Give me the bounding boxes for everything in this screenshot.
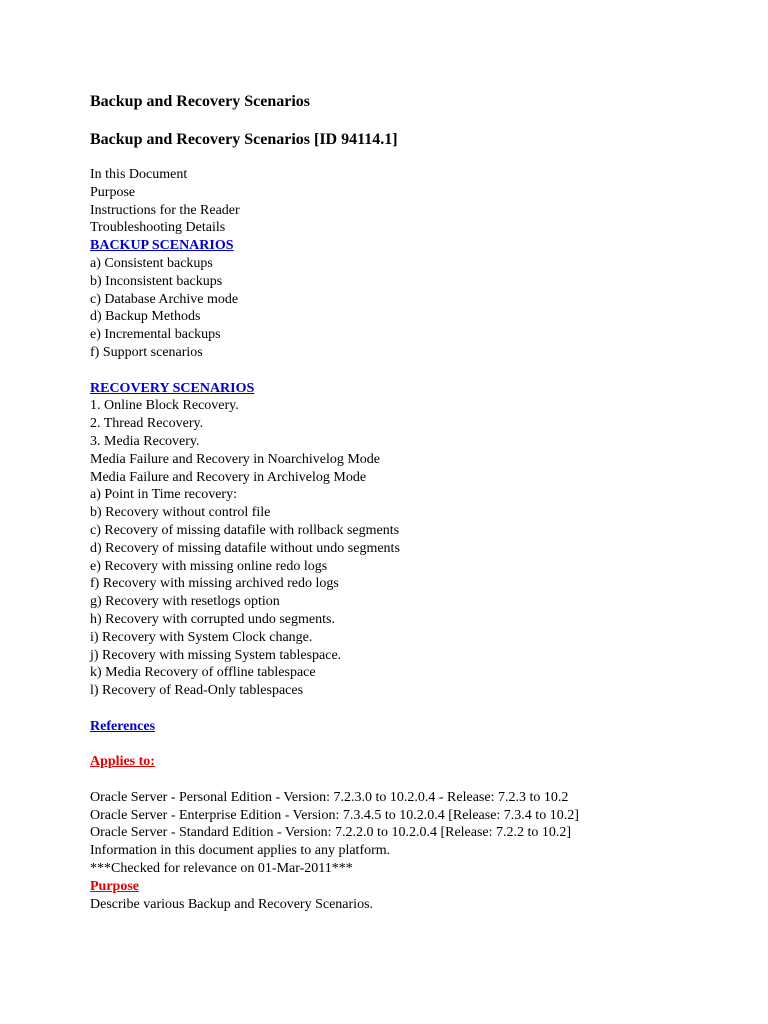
recovery-item: b) Recovery without control file bbox=[90, 505, 271, 521]
recovery-item: i) Recovery with System Clock change. bbox=[90, 629, 313, 645]
backup-item: b) Inconsistent backups bbox=[90, 273, 223, 289]
applies-item: Oracle Server - Enterprise Edition - Version: 7.3.4.5 to 10.2.0.4 [Release: 7.3.4 to 10.2] bbox=[90, 807, 579, 823]
document-contents bbox=[90, 166, 730, 913]
recovery-item: k) Media Recovery of offline tablespace bbox=[90, 665, 316, 681]
recovery-item: 1. Online Block Recovery. bbox=[90, 398, 239, 414]
applies-item: Oracle Server - Personal Edition - Version: 7.2.3.0 to 10.2.0.4 - Release: 7.2.3 to 10.2 bbox=[90, 789, 569, 805]
applies-to-link[interactable]: Applies to: bbox=[90, 754, 155, 770]
backup-item: f) Support scenarios bbox=[90, 344, 203, 360]
recovery-item: g) Recovery with resetlogs option bbox=[90, 594, 280, 610]
recovery-item: f) Recovery with missing archived redo logs bbox=[90, 576, 339, 592]
backup-item: c) Database Archive mode bbox=[90, 291, 239, 307]
backup-item: e) Incremental backups bbox=[90, 327, 221, 343]
toc-item: In this Document bbox=[90, 167, 188, 182]
toc-item: Instructions for the Reader bbox=[90, 202, 240, 218]
recovery-item: a) Point in Time recovery: bbox=[90, 487, 237, 503]
recovery-item: j) Recovery with missing System tablespace. bbox=[90, 647, 342, 663]
recovery-scenarios-link[interactable]: RECOVERY SCENARIOS bbox=[90, 380, 255, 396]
recovery-item: c) Recovery of missing datafile with rollback segments bbox=[90, 522, 400, 538]
recovery-item: e) Recovery with missing online redo logs bbox=[90, 558, 328, 574]
recovery-item: Media Failure and Recovery in Archivelog Mode bbox=[90, 469, 367, 485]
toc-item: Troubleshooting Details bbox=[90, 220, 226, 236]
recovery-item: 3. Media Recovery. bbox=[90, 433, 200, 449]
backup-item: a) Consistent backups bbox=[90, 255, 213, 271]
references-link[interactable]: References bbox=[90, 718, 156, 734]
document-subtitle: Backup and Recovery Scenarios [ID 94114.1] bbox=[90, 131, 398, 148]
recovery-item: Media Failure and Recovery in Noarchivelog Mode bbox=[90, 451, 381, 467]
applies-item: ***Checked for relevance on 01-Mar-2011*** bbox=[90, 861, 353, 877]
applies-item: Information in this document applies to any platform. bbox=[90, 843, 391, 859]
toc-item: Purpose bbox=[90, 184, 136, 200]
recovery-item: h) Recovery with corrupted undo segments. bbox=[90, 611, 335, 627]
recovery-item: 2. Thread Recovery. bbox=[90, 416, 204, 432]
purpose-link[interactable]: Purpose bbox=[90, 878, 139, 894]
backup-item: d) Backup Methods bbox=[90, 309, 201, 325]
recovery-item: l) Recovery of Read-Only tablespaces bbox=[90, 683, 304, 699]
backup-scenarios-link[interactable]: BACKUP SCENARIOS bbox=[90, 238, 234, 254]
document-title: Backup and Recovery Scenarios bbox=[90, 93, 310, 110]
purpose-text: Describe various Backup and Recovery Scenarios. bbox=[90, 896, 374, 912]
applies-item: Oracle Server - Standard Edition - Version: 7.2.2.0 to 10.2.0.4 [Release: 7.2.2 to 10.2] bbox=[90, 825, 572, 841]
document-body bbox=[90, 92, 730, 913]
recovery-item: d) Recovery of missing datafile without undo segments bbox=[90, 540, 400, 556]
